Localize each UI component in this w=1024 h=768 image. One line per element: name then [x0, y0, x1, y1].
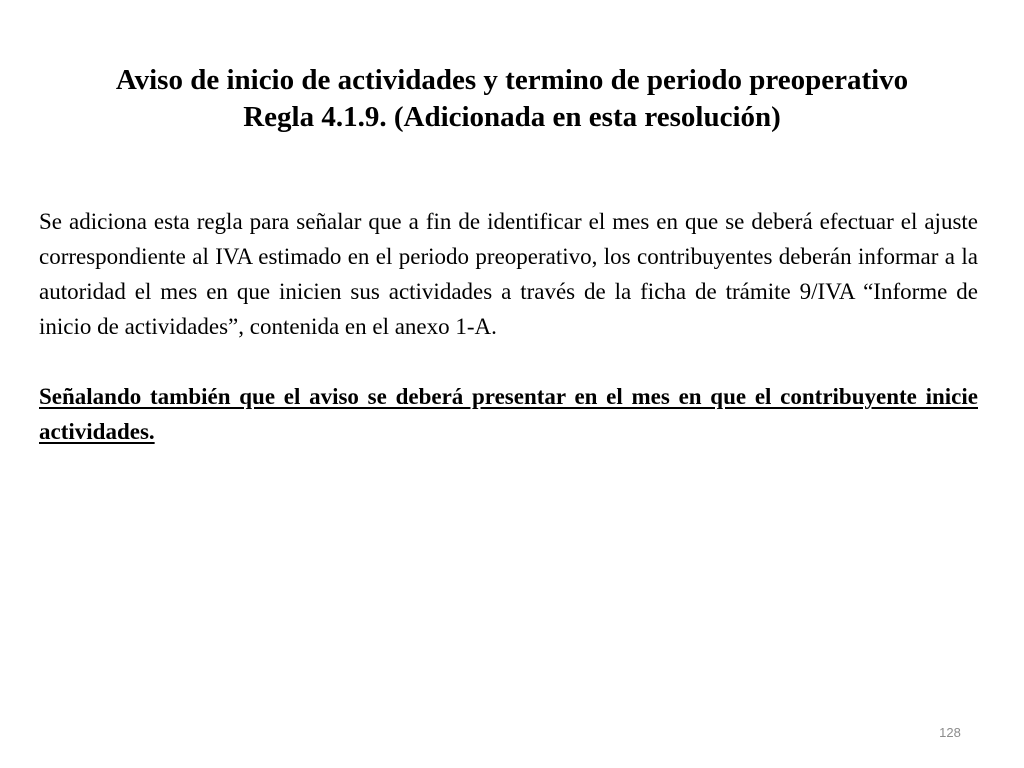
body-paragraph-2: Señalando también que el aviso se deberá presentar en el mes en que el contribuyente inicie actividades.: [39, 384, 978, 444]
page-number: 128: [939, 725, 961, 740]
title-line-1: Aviso de inicio de actividades y termino de periodo preoperativo: [115, 64, 909, 96]
body-paragraph-1: Se adiciona esta regla para señalar que a fin de identificar el mes en que se deberá efectuar el ajuste correspondiente al IVA estimado en el periodo preoperativo, los contribuyentes deberán informar a la autoridad el mes en que inicien sus actividades a través de la ficha de trámite 9/IVA “Informe de inicio de actividades”, contenida en el anexo 1-A.: [39, 209, 978, 339]
title-line-2: Regla 4.1.9. (Adicionada en esta resolución): [243, 101, 781, 133]
slide-body: [39, 204, 978, 449]
slide-title: [0, 62, 1024, 136]
